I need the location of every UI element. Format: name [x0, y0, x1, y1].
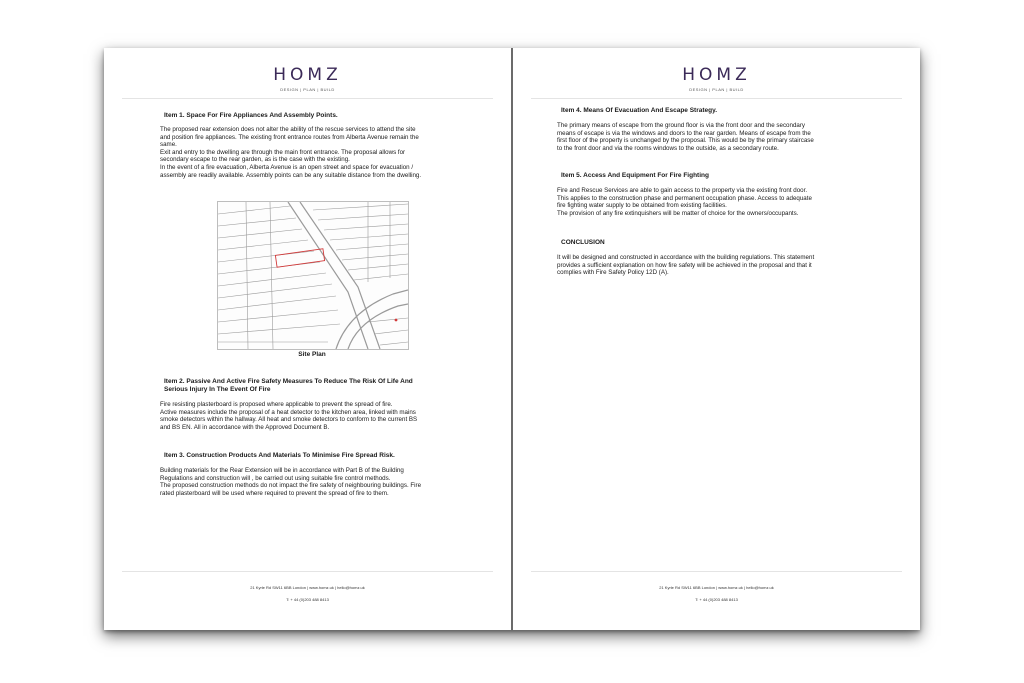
- item3-heading: Item 3. Construction Products And Materials To Minimise Fire Spread Risk.: [164, 452, 395, 459]
- left-page: [104, 48, 511, 630]
- item4-heading: Item 4. Means Of Evacuation And Escape Strategy.: [561, 107, 718, 114]
- item5-section: [557, 172, 869, 217]
- footer-address: 21 Kyrle Rd SW11 6BB London | www.homz.uk | hello@homz.uk: [659, 585, 774, 590]
- item3-section: [160, 452, 472, 497]
- site-plan-caption: Site Plan: [298, 351, 326, 358]
- footer-address: 21 Kyrle Rd SW11 6BB London | www.homz.uk | hello@homz.uk: [250, 585, 365, 590]
- footer-divider: [122, 571, 493, 572]
- site-plan-map: [217, 201, 409, 350]
- item3-body: Building materials for the Rear Extension will be in accordance with Part B of the Building Regulations and construction will , be carried out using suitable fire control methods. The proposed construction methods do not impact the fire safety of neighbouring buildings. Fire rated plasterboard will be used where required to prevent the spread of fire to them.: [160, 467, 422, 497]
- item1-heading: Item 1. Space For Fire Appliances And Assembly Points.: [164, 112, 338, 119]
- assembly-marker: [395, 319, 398, 322]
- document-spread: [104, 48, 920, 630]
- footer-phone: T: + 44 (0)203 488 8413: [695, 597, 738, 602]
- item2-body: Fire resisting plasterboard is proposed where applicable to prevent the spread of fire. Active measures include the proposal of a heat detector to the kitchen area, linked with mains smoke detectors within the hallway. All heat and smoke detectors to conform to the current BS and BS EN. All in accordance with the Approved Document B.: [160, 401, 418, 431]
- site-boundary: [275, 249, 324, 268]
- item1-body: The proposed rear extension does not alter the ability of the rescue services to attend the site and position fire appliances. The existing front entrance routes from Alberta Avenue remain the same. Exit and entry to the dwelling are through the main front entrance. The proposal allows for secondary escape to the rear garden, as is the case with the existing. In the event of a fire evacuation, Alberta Avenue is an open street and space for evacuation / assembly are readily available. Assembly points can be any suitable distance from the dwelling.: [160, 126, 422, 179]
- item2-heading: Item 2. Passive And Active Fire Safety Measures To Reduce The Risk Of Life And Serious Injury In The Event Of Fire: [164, 378, 413, 393]
- conclusion-body: It will be designed and constructed in accordance with the building regulations. This statement provides a sufficient explanation on how fire safety will be achieved in the proposal and that it complies with Fire Safety Policy 12D (A).: [557, 254, 815, 277]
- item1-section: [160, 112, 472, 179]
- conclusion-section: [557, 239, 869, 277]
- brand-tagline: DESIGN | PLAN | BUILD: [280, 87, 335, 92]
- item5-body: Fire and Rescue Services are able to gain access to the property via the existing front door. This applies to the construction phase and permanent occupation phase. Access to adequate fire fighting water supply to be obtained from existing facilities. The provision of any fire extinquishers will be matter of choice for the owners/occupants.: [557, 187, 812, 217]
- site-plan-drawing: [218, 202, 408, 349]
- footer-phone: T: + 44 (0)203 488 8413: [286, 597, 329, 602]
- item4-body: The primary means of escape from the ground floor is via the front door and the secondary means of escape is via the windows and doors to the rear garden. Means of escape from the first floor of the property is unchanged by the proposal. This would be by the primary staircase to the front door and via the rooms windows to the outside, as a secondary route.: [557, 122, 814, 152]
- item5-heading: Item 5. Access And Equipment For Fire Fighting: [561, 172, 709, 179]
- conclusion-heading: CONCLUSION: [561, 239, 605, 246]
- item4-section: [557, 107, 869, 152]
- brand-logo: HOMZ: [273, 65, 342, 85]
- footer-divider: [531, 571, 902, 572]
- right-page: [513, 48, 920, 630]
- item2-section: [160, 378, 472, 431]
- brand-logo: HOMZ: [682, 65, 751, 85]
- brand-tagline: DESIGN | PLAN | BUILD: [689, 87, 744, 92]
- header-divider: [122, 98, 493, 99]
- header-divider: [531, 98, 902, 99]
